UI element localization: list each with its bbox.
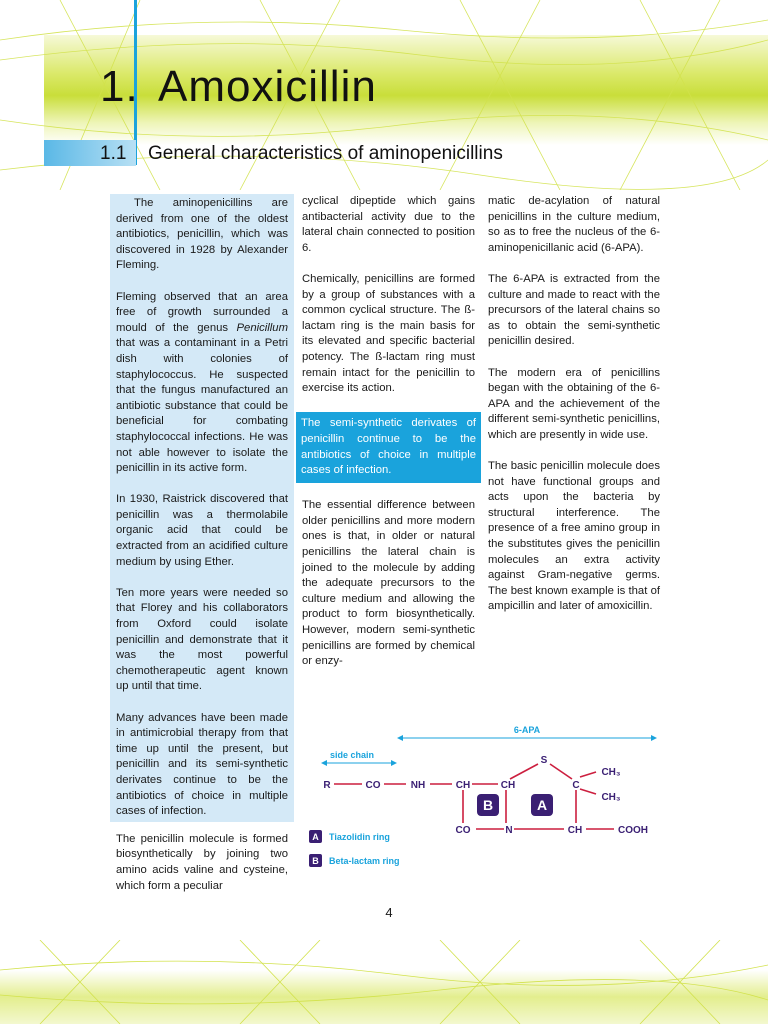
svg-text:A: A: [312, 832, 319, 842]
paragraph: In 1930, Raistrick discovered that penicillin was a thermolabile organic acid that could be extracted from an acidified culture medium by using Ether.: [116, 493, 288, 568]
svg-text:Beta-lactam ring: Beta-lactam ring: [329, 856, 400, 866]
ring-b-badge: [477, 794, 499, 816]
atom-ch: CH: [500, 780, 516, 791]
paragraph: The modern era of penicillins began with the obtaining of the 6-APA and the achievement of the different semi-synthetic penicillins, which are presently in wide use.: [488, 366, 660, 441]
ring-a-badge: [531, 794, 553, 816]
column-1: [110, 194, 294, 910]
section-title: [100, 143, 503, 165]
paragraph: The 6-APA is extracted from the culture and made to react with the precursors of the lateral chains so as to obtain the semi-synthetic penicillin desired.: [488, 272, 660, 348]
paragraph: Ten more years were needed so that Florey and his collaborators from Oxford could isolate penicillin and demonstrate that it was the most powerful chemotherapeutic agent known up until that time.: [116, 586, 288, 693]
side-chain-label: side chain: [329, 750, 375, 760]
atom-c: C: [572, 780, 580, 791]
apa-label: 6-APA: [513, 725, 541, 735]
column-3: [488, 194, 660, 631]
svg-text:B: B: [482, 797, 494, 813]
atom-cooh: COOH: [618, 825, 648, 836]
paragraph: Chemically, penicillins are formed by a group of substances with a common cyclical structure. The ß-lactam ring is the main basis for its elevated and specific bacterial potency. The ß-lactam ring must remain intact for the penicillin to exercise its action.: [302, 272, 475, 395]
atom-ch3: CH₃: [601, 792, 621, 803]
atom-n: N: [505, 825, 513, 836]
svg-text:B: B: [312, 856, 319, 866]
svg-text:A: A: [536, 797, 548, 813]
footer-decoration: [0, 940, 768, 1024]
legend-item: [309, 854, 400, 867]
paragraph: The basic penicillin molecule does not have functional groups and acts upon the bacteria by structural interference. The presence of a free amino group in the substitutes gives the penicillin molecules an extra activity against Gram-negative germs. The best known example is that of ampicillin and later of amoxicillin.: [488, 460, 660, 613]
atom-s: S: [540, 755, 548, 766]
highlight-box: [110, 194, 294, 822]
paragraph: The essential difference between older penicillins and more modern ones is that, in older or natural penicillins the lateral chain is joined to the molecule by adding the adequate precursors to the culture medium and allowing the product to form biosynthetically. However, modern semi-synthetic penicillins are formed by chemical or enzy-: [302, 499, 475, 668]
atom-nh: NH: [410, 780, 426, 791]
paragraph: cyclical dipeptide which gains antibacterial activity due to the lateral chain connected to position 6.: [302, 195, 475, 254]
chapter-number: 1.: [100, 62, 139, 111]
atom-co: CO: [365, 780, 381, 791]
paragraph: The aminopenicillins are derived from one of the oldest antibiotics, penicillin, which was discovered in 1928 by Alexander Fleming.: [116, 197, 288, 272]
section-number: 1.1: [100, 143, 127, 164]
pull-quote: The semi-synthetic derivates of penicillin continue to be the antibiotics of choice in multiple cases of infection.: [296, 412, 481, 482]
atom-co: CO: [455, 825, 471, 836]
chapter-title-text: Amoxicillin: [158, 62, 377, 111]
bonds: [334, 764, 614, 829]
column-2: [302, 194, 475, 685]
svg-text:Tiazolidin ring: Tiazolidin ring: [329, 832, 390, 842]
atom-r: R: [323, 780, 331, 791]
atom-ch: CH: [567, 825, 583, 836]
paragraph: matic de-acylation of natural penicillins in the culture medium, so as to free the nucleus of the 6-aminopenicillanic acid (6-APA).: [488, 195, 660, 254]
paragraph: Fleming observed that an area free of growth surrounded a mould of the genus Penicillum that was a contaminant in a Petri dish with colonies of staphylococcus. He suspected that the fungus manufactured an antibiotic substance that could be beneficial for combating staphylococcal infections. He was not able however to isolate the penicillin in its active form.: [116, 290, 288, 475]
atom-ch3: CH₃: [601, 767, 621, 778]
penicillin-structure-figure: [300, 715, 670, 875]
paragraph: The penicillin molecule is formed biosynthetically by joining two amino acids valine and cysteine, which form a peculiar: [116, 832, 288, 892]
paragraph: Many advances have been made in antimicrobial therapy from that time up until the present, but penicillin and its semi-synthetic derivates continue to be the antibiotics of choice in multiple cases of infection.: [116, 711, 288, 818]
page-number: 4: [385, 905, 393, 920]
chapter-title: [100, 62, 377, 112]
section-title-text: General characteristics of aminopenicillins: [148, 143, 503, 164]
legend-item: [309, 830, 390, 843]
atom-ch: CH: [455, 780, 471, 791]
